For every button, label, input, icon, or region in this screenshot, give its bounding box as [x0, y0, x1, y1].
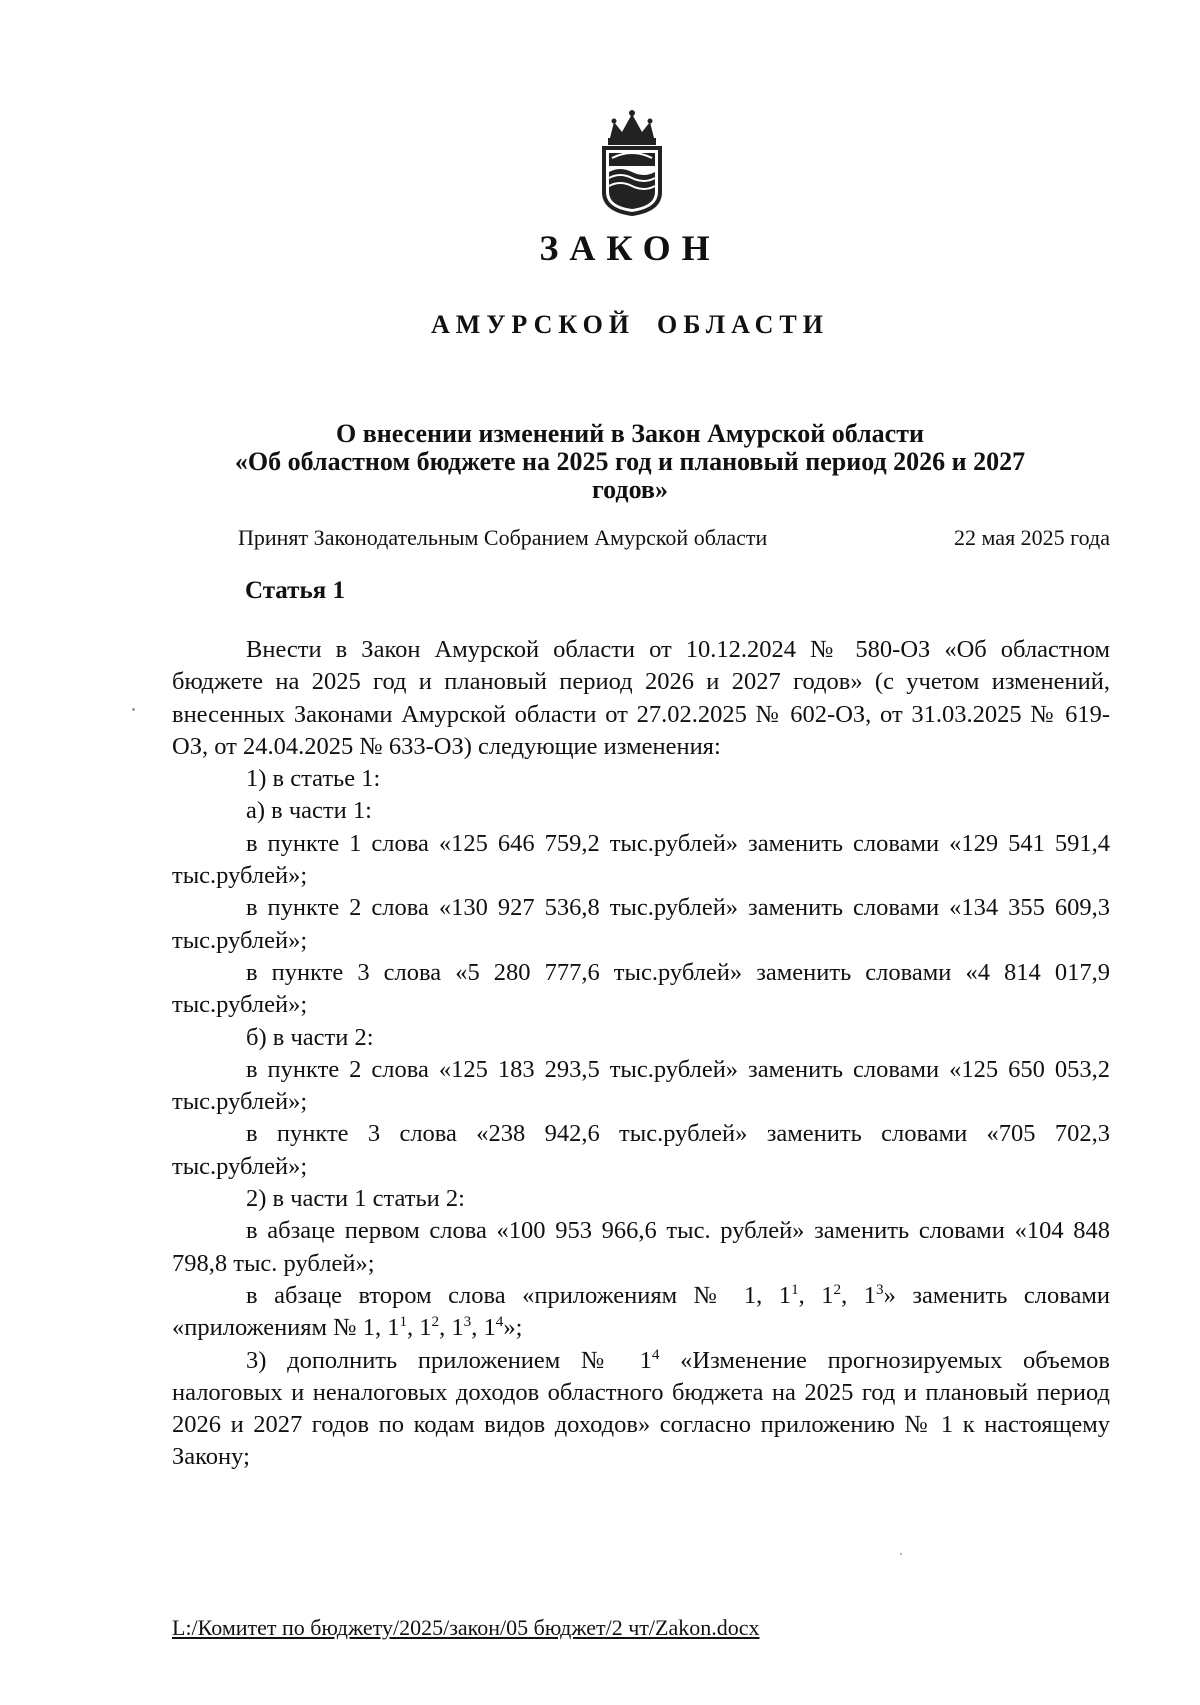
superscript: 3 — [463, 1313, 472, 1331]
item-1b-point-3: в пункте 3 слова «238 942,6 тыс.рублей» заменить словами «705 702,3 тыс.рублей»; — [172, 1120, 1110, 1180]
adoption-date: 22 мая 2025 года — [954, 525, 1110, 550]
item-1a-point-1: в пункте 1 слова «125 646 759,2 тыс.рублей» заменить словами «129 541 591,4 тыс.рублей»; — [172, 829, 1110, 890]
text-run: »; — [503, 1314, 523, 1342]
law-title: ЗАКОН — [539, 228, 721, 268]
document-subtitle — [170, 420, 1090, 504]
superscript: 4 — [651, 1345, 660, 1363]
article-intro-paragraph: Внести в Закон Амурской области от 10.12.2024 № 580-ОЗ «Об областном бюджете на 2025 год и плановый период 2026 и 2027 годов» (с учетом изменений, внесенных Законами Амурской области от 27.02.2025 № 602-ОЗ, от 31.03.2025 № 619-ОЗ, от 24.04.2025 № 633-ОЗ) следующие изменения: — [172, 636, 1110, 760]
item-1a-point-2: в пункте 2 слова «130 927 536,8 тыс.рублей» заменить словами «134 355 609,3 тыс.рублей»; — [172, 894, 1110, 954]
item-1: 1) в статье 1: — [246, 765, 381, 793]
amur-coat-of-arms-icon — [596, 108, 668, 216]
adopted-by-text: Принят Законодательным Собранием Амурской области — [238, 525, 768, 550]
item-1a: а) в части 1: — [246, 797, 372, 825]
region-word-2: ОБЛАСТИ — [657, 310, 829, 339]
item-2: 2) в части 1 статьи 2: — [246, 1185, 465, 1213]
text-run: 3) дополнить приложением № 1 — [246, 1346, 652, 1374]
item-2-paragraph-2 — [172, 1280, 1110, 1345]
text-run: , 1 — [471, 1314, 496, 1342]
superscript: 4 — [495, 1313, 504, 1331]
superscript: 2 — [833, 1280, 842, 1298]
adoption-row — [238, 524, 1110, 552]
item-1b: б) в части 2: — [246, 1023, 374, 1051]
superscript: 1 — [399, 1313, 408, 1331]
text-run: «Изменение прогнозируемых объемов налоговых и неналоговых доходов областного бюджета на 2025 год и плановый период 2026 и 2027 годов по кодам видов доходов» согласно приложению № 1 к настоящему Закону; — [172, 1346, 1110, 1471]
scan-speck — [132, 708, 135, 711]
text-run: , 1 — [439, 1314, 464, 1342]
text-run: в абзаце втором слова «приложениям № 1, 1 — [246, 1281, 792, 1309]
article-body — [172, 634, 1110, 1474]
item-2-paragraph-1: в абзаце первом слова «100 953 966,6 тыс. рублей» заменить словами «104 848 798,8 тыс. рублей»; — [172, 1217, 1110, 1277]
footer-file-path: L:/Комитет по бюджету/2025/закон/05 бюджет/2 чт/Zakon.docx — [172, 1615, 760, 1640]
subtitle-line-1: О внесении изменений в Закон Амурской области — [336, 419, 924, 448]
subtitle-line-3: годов» — [592, 475, 668, 504]
scan-speck — [900, 1553, 902, 1555]
article-heading: Статья 1 — [245, 577, 345, 604]
text-run: , 1 — [798, 1281, 834, 1309]
superscript: 2 — [431, 1313, 440, 1331]
item-3 — [172, 1345, 1110, 1474]
text-run: , 1 — [407, 1314, 432, 1342]
superscript: 3 — [876, 1280, 884, 1298]
text-run: » заменить словами «приложениям № 1, 1 — [172, 1281, 1111, 1342]
subtitle-line-2: «Об областном бюджете на 2025 год и плановый период 2026 и 2027 — [234, 447, 1026, 476]
item-1b-point-2: в пункте 2 слова «125 183 293,5 тыс.рублей» заменить словами «125 650 053,2 тыс.рублей»; — [172, 1055, 1110, 1116]
superscript: 1 — [791, 1280, 799, 1298]
text-run: , 1 — [841, 1281, 877, 1309]
region-word-1: АМУРСКОЙ — [431, 310, 636, 339]
region-title — [0, 308, 1200, 342]
item-1a-point-3: в пункте 3 слова «5 280 777,6 тыс.рублей» заменить словами «4 814 017,9 тыс.рублей»; — [172, 958, 1110, 1019]
